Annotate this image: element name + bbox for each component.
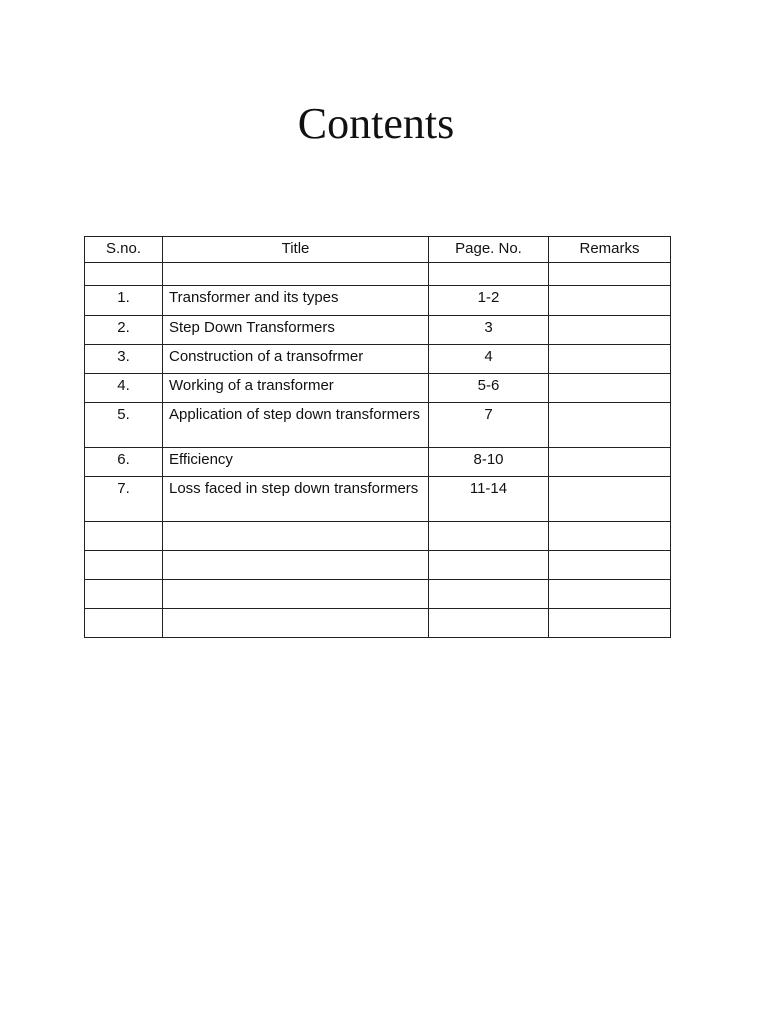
table-row xyxy=(85,448,671,477)
row-remarks xyxy=(549,403,671,448)
row-remarks xyxy=(549,345,671,374)
table-row-empty xyxy=(85,580,671,609)
table-cell xyxy=(163,609,429,638)
table-row-empty xyxy=(85,263,671,286)
row-remarks xyxy=(549,374,671,403)
table-row-empty xyxy=(85,551,671,580)
row-remarks xyxy=(549,477,671,522)
row-sno: 4. xyxy=(85,374,163,403)
table-cell xyxy=(429,522,549,551)
table-cell xyxy=(429,609,549,638)
row-sno: 1. xyxy=(85,286,163,316)
table-cell xyxy=(163,263,429,286)
row-page: 5-6 xyxy=(429,374,549,403)
table-cell xyxy=(429,263,549,286)
table-row-empty xyxy=(85,522,671,551)
row-page: 7 xyxy=(429,403,549,448)
table-cell xyxy=(549,263,671,286)
row-sno: 3. xyxy=(85,345,163,374)
row-title: Application of step down transformers xyxy=(163,403,429,448)
table-row xyxy=(85,403,671,448)
table-row xyxy=(85,477,671,522)
table-cell xyxy=(549,580,671,609)
row-page: 3 xyxy=(429,316,549,345)
row-title: Loss faced in step down transformers xyxy=(163,477,429,522)
row-sno: 5. xyxy=(85,403,163,448)
table-row xyxy=(85,316,671,345)
table-cell xyxy=(163,551,429,580)
row-sno: 6. xyxy=(85,448,163,477)
row-page: 8-10 xyxy=(429,448,549,477)
column-header-remarks: Remarks xyxy=(549,237,671,263)
row-title: Efficiency xyxy=(163,448,429,477)
row-remarks xyxy=(549,316,671,345)
row-remarks xyxy=(549,286,671,316)
row-page: 1-2 xyxy=(429,286,549,316)
table-row-empty xyxy=(85,609,671,638)
table-cell xyxy=(549,551,671,580)
column-header-sno: S.no. xyxy=(85,237,163,263)
row-page: 4 xyxy=(429,345,549,374)
table-cell xyxy=(85,551,163,580)
column-header-page: Page. No. xyxy=(429,237,549,263)
row-title: Construction of a transofrmer xyxy=(163,345,429,374)
table-cell xyxy=(85,580,163,609)
row-title: Step Down Transformers xyxy=(163,316,429,345)
table-cell xyxy=(85,263,163,286)
table-cell xyxy=(549,609,671,638)
contents-table xyxy=(84,236,671,638)
table-row xyxy=(85,345,671,374)
row-sno: 2. xyxy=(85,316,163,345)
table-row xyxy=(85,286,671,316)
row-title: Working of a transformer xyxy=(163,374,429,403)
table-cell xyxy=(85,522,163,551)
table-cell xyxy=(429,551,549,580)
table-cell xyxy=(163,522,429,551)
row-page: 11-14 xyxy=(429,477,549,522)
table-cell xyxy=(85,609,163,638)
page-title: Contents xyxy=(297,99,455,148)
table-header-row xyxy=(85,237,671,263)
table-cell xyxy=(163,580,429,609)
column-header-title: Title xyxy=(163,237,429,263)
row-title: Transformer and its types xyxy=(163,286,429,316)
table-cell xyxy=(429,580,549,609)
table-row xyxy=(85,374,671,403)
row-sno: 7. xyxy=(85,477,163,522)
row-remarks xyxy=(549,448,671,477)
table-cell xyxy=(549,522,671,551)
